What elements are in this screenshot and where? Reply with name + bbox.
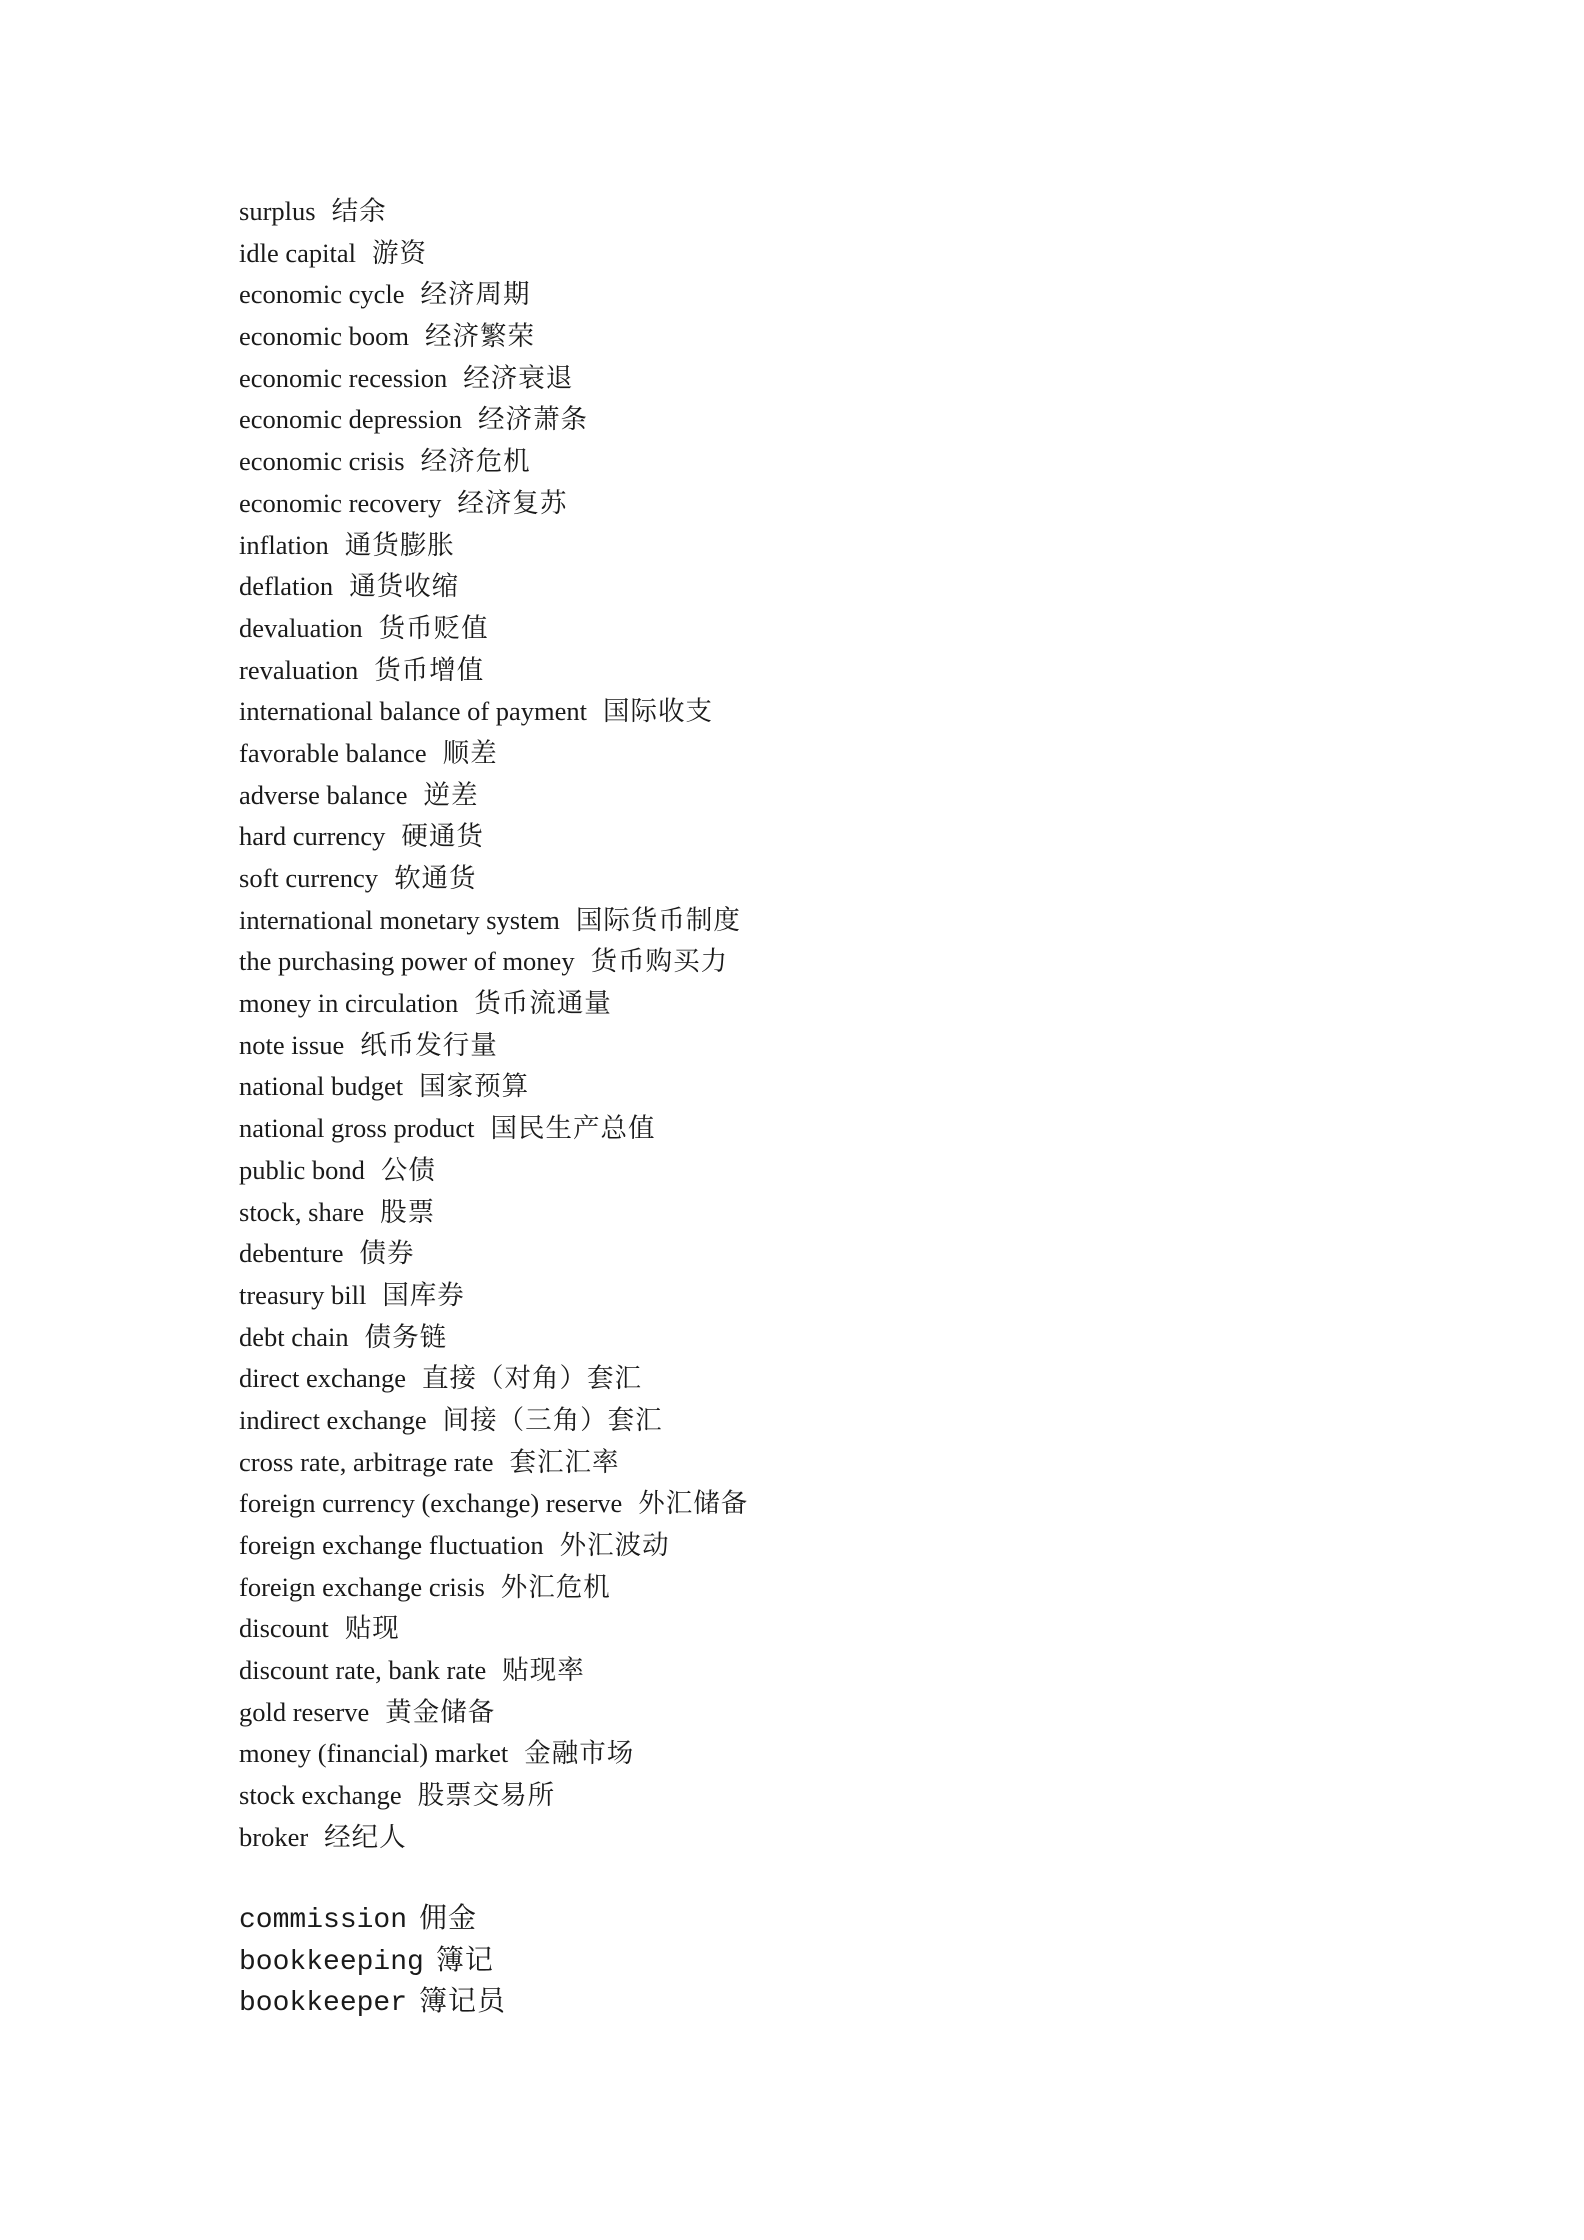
glossary-term: discount rate, bank rate bbox=[239, 1655, 487, 1686]
glossary-translation: 金融市场 bbox=[524, 1738, 635, 1770]
glossary-term: economic recovery bbox=[239, 487, 442, 518]
glossary-translation: 顺差 bbox=[442, 737, 498, 769]
glossary-translation: 公债 bbox=[380, 1154, 436, 1186]
glossary-translation: 股票 bbox=[380, 1196, 436, 1228]
glossary-entry bbox=[239, 816, 748, 858]
glossary-translation: 货币流通量 bbox=[474, 988, 612, 1020]
glossary-translation: 经济萧条 bbox=[477, 404, 588, 436]
glossary-term: idle capital bbox=[239, 237, 356, 268]
glossary-entry bbox=[239, 650, 748, 692]
glossary-entry bbox=[239, 1775, 748, 1817]
glossary-term: bookkeeper bbox=[239, 1988, 408, 2020]
glossary-entry bbox=[239, 983, 748, 1025]
glossary-translation: 外汇波动 bbox=[559, 1530, 670, 1561]
glossary-translation: 游资 bbox=[372, 237, 427, 269]
glossary-translation: 外汇储备 bbox=[638, 1488, 749, 1520]
glossary-term: deflation bbox=[239, 571, 334, 602]
glossary-term: international balance of payment bbox=[239, 696, 588, 727]
glossary-term: gold reserve bbox=[239, 1696, 370, 1727]
glossary-entry bbox=[239, 691, 748, 733]
glossary-translation: 逆差 bbox=[423, 779, 479, 811]
glossary-translation: 国际货币制度 bbox=[575, 904, 741, 936]
glossary-translation: 经济危机 bbox=[420, 446, 531, 478]
glossary-translation: 债券 bbox=[359, 1238, 415, 1270]
glossary-entry bbox=[239, 1650, 748, 1692]
glossary-term: favorable balance bbox=[239, 737, 427, 768]
glossary-translation: 通货膨胀 bbox=[344, 529, 455, 561]
glossary-translation: 软通货 bbox=[394, 863, 477, 894]
glossary-translation: 国民生产总值 bbox=[490, 1113, 656, 1145]
glossary-term: economic cycle bbox=[239, 279, 405, 310]
glossary-translation: 套汇汇率 bbox=[509, 1446, 620, 1478]
glossary-entry bbox=[239, 733, 748, 775]
glossary-entry bbox=[239, 1608, 748, 1650]
glossary-term: debt chain bbox=[239, 1321, 349, 1352]
glossary-entry bbox=[239, 1066, 748, 1108]
glossary-entry bbox=[239, 1817, 748, 1859]
glossary-entry bbox=[239, 441, 748, 483]
glossary-entry bbox=[239, 1192, 748, 1234]
glossary-term: note issue bbox=[239, 1029, 345, 1060]
glossary-term: public bond bbox=[239, 1154, 365, 1185]
glossary-term: foreign exchange fluctuation bbox=[239, 1530, 544, 1560]
glossary-term: surplus bbox=[239, 196, 316, 226]
glossary-entry bbox=[239, 900, 748, 942]
glossary-term: foreign currency (exchange) reserve bbox=[239, 1488, 623, 1519]
glossary-term: broker bbox=[239, 1821, 309, 1852]
glossary-entry bbox=[239, 1980, 506, 2022]
glossary-entry bbox=[239, 1483, 748, 1525]
glossary-term: direct exchange bbox=[239, 1363, 406, 1394]
glossary-entry bbox=[239, 316, 748, 358]
glossary-entry bbox=[239, 1939, 506, 1981]
glossary-translation: 硬通货 bbox=[401, 821, 484, 853]
glossary-entry bbox=[239, 525, 748, 567]
glossary-term: indirect exchange bbox=[239, 1404, 427, 1435]
glossary-entry bbox=[239, 1317, 748, 1359]
glossary-entry bbox=[239, 1733, 748, 1775]
glossary-entry bbox=[239, 358, 748, 400]
glossary-term: commission bbox=[239, 1905, 408, 1936]
glossary-term: inflation bbox=[239, 529, 329, 560]
glossary-term: stock, share bbox=[239, 1196, 365, 1227]
glossary-entry bbox=[239, 1025, 748, 1067]
glossary-translation: 贴现率 bbox=[502, 1655, 585, 1687]
glossary-translation: 经纪人 bbox=[324, 1821, 407, 1853]
glossary-entry bbox=[239, 1150, 748, 1192]
glossary-translation: 国库券 bbox=[382, 1279, 465, 1311]
glossary-term: money (financial) market bbox=[239, 1738, 509, 1769]
glossary-translation: 国际收支 bbox=[603, 696, 714, 728]
glossary-term: hard currency bbox=[239, 821, 386, 852]
glossary-translation: 簿记员 bbox=[419, 1984, 507, 2018]
glossary-entry bbox=[239, 1358, 748, 1400]
glossary-entry bbox=[239, 1442, 748, 1484]
glossary-translation: 货币增值 bbox=[374, 654, 485, 686]
glossary-translation: 股票交易所 bbox=[417, 1780, 556, 1812]
glossary-term: economic recession bbox=[239, 362, 448, 393]
glossary-entry bbox=[239, 233, 748, 275]
glossary-entry bbox=[239, 483, 748, 525]
glossary-entry bbox=[239, 1567, 748, 1609]
glossary-entry bbox=[239, 191, 748, 233]
glossary-translation: 簿记 bbox=[435, 1942, 494, 1976]
glossary-term: debenture bbox=[239, 1238, 344, 1269]
glossary-entry bbox=[239, 399, 748, 441]
glossary-translation: 经济周期 bbox=[420, 279, 531, 311]
glossary-translation: 国家预算 bbox=[419, 1071, 530, 1103]
glossary-term: the purchasing power of money bbox=[239, 946, 575, 977]
glossary-term: discount bbox=[239, 1613, 329, 1644]
glossary-translation: 货币贬值 bbox=[378, 612, 489, 644]
glossary-list bbox=[239, 191, 748, 1859]
glossary-term: stock exchange bbox=[239, 1780, 402, 1811]
glossary-entry bbox=[239, 941, 748, 983]
glossary-term: cross rate, arbitrage rate bbox=[239, 1446, 494, 1477]
glossary-term: national gross product bbox=[239, 1113, 475, 1144]
glossary-entry bbox=[239, 1692, 748, 1734]
glossary-term: foreign exchange crisis bbox=[239, 1571, 485, 1602]
glossary-term: economic boom bbox=[239, 321, 409, 352]
glossary-translation: 黄金储备 bbox=[385, 1696, 496, 1728]
glossary-translation: 货币购买力 bbox=[590, 946, 729, 978]
glossary-entry bbox=[239, 1525, 748, 1567]
glossary-translation: 经济衰退 bbox=[463, 362, 574, 394]
glossary-list-continued bbox=[239, 1897, 506, 2022]
glossary-term: economic depression bbox=[239, 404, 462, 435]
glossary-translation: 贴现 bbox=[344, 1613, 400, 1645]
glossary-term: devaluation bbox=[239, 612, 363, 643]
glossary-entry bbox=[239, 858, 748, 900]
glossary-translation: 间接（三角）套汇 bbox=[442, 1404, 663, 1436]
glossary-translation: 佣金 bbox=[419, 1901, 478, 1934]
glossary-term: international monetary system bbox=[239, 904, 560, 935]
glossary-term: adverse balance bbox=[239, 779, 408, 810]
glossary-translation: 经济复苏 bbox=[457, 487, 568, 519]
glossary-term: bookkeeping bbox=[239, 1946, 424, 1978]
glossary-translation: 经济繁荣 bbox=[425, 321, 535, 353]
glossary-entry bbox=[239, 566, 748, 608]
glossary-entry bbox=[239, 1400, 748, 1442]
glossary-entry bbox=[239, 274, 748, 316]
glossary-term: soft currency bbox=[239, 863, 379, 893]
glossary-entry bbox=[239, 775, 748, 817]
glossary-entry bbox=[239, 608, 748, 650]
glossary-translation: 结余 bbox=[331, 196, 387, 227]
glossary-translation: 外汇危机 bbox=[500, 1571, 611, 1603]
glossary-term: revaluation bbox=[239, 654, 359, 685]
glossary-entry bbox=[239, 1897, 506, 1939]
glossary-translation: 通货收缩 bbox=[349, 571, 460, 603]
glossary-term: economic crisis bbox=[239, 446, 405, 477]
glossary-entry bbox=[239, 1233, 748, 1275]
glossary-term: treasury bill bbox=[239, 1279, 367, 1310]
glossary-entry bbox=[239, 1275, 748, 1317]
glossary-translation: 债务链 bbox=[364, 1321, 448, 1353]
glossary-entry bbox=[239, 1108, 748, 1150]
glossary-term: money in circulation bbox=[239, 988, 459, 1019]
glossary-translation: 纸币发行量 bbox=[360, 1029, 498, 1061]
glossary-translation: 直接（对角）套汇 bbox=[422, 1363, 642, 1395]
glossary-term: national budget bbox=[239, 1071, 404, 1102]
